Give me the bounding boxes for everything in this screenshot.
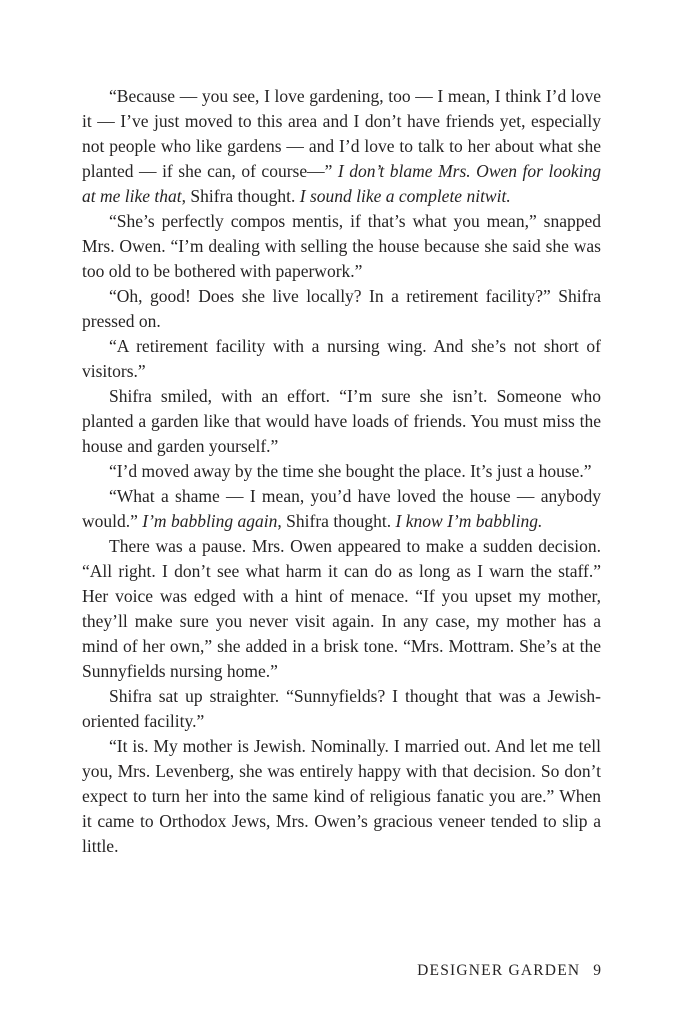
paragraph (82, 334, 601, 384)
page-footer (417, 962, 601, 980)
text-run: “It is. My mother is Jewish. Nominally. I married out. And let me tell you, Mrs. Levenberg, she was entirely happy with that decision. So don’t expect to turn her into the same kind of religious fanatic you are.” When it came to Orthodox Jews, Mrs. Owen’s gracious veneer tended to slip a little. (82, 736, 601, 856)
paragraph (82, 384, 601, 459)
paragraph (82, 684, 601, 734)
text-run: “Because — you see, I love gardening, too — I mean, I think I’d love it — I’ve just moved to this area and I don’t have friends yet, especially not people who like gardens — and I’d love to talk to her about what she planted — if she can, of course—” (82, 86, 601, 181)
text-run: “What a shame — I mean, you’d have loved the house — anybody would.” (82, 486, 601, 531)
page-number: 9 (593, 962, 601, 979)
text-run: “Oh, good! Does she live locally? In a retirement facility?” Shifra pressed on. (82, 286, 601, 331)
paragraph (82, 534, 601, 684)
paragraph (82, 734, 601, 859)
text-run: “A retirement facility with a nursing wing. And she’s not short of visitors.” (82, 336, 601, 381)
italic-text-run: I sound like a complete nitwit. (299, 186, 511, 206)
text-run: There was a pause. Mrs. Owen appeared to make a sudden decision. “All right. I don’t see what harm it can do as long as I warn the staff.” Her voice was edged with a hint of menace. “If you upset my mother, they’ll make sure you never visit again. In any case, my mother has a mind of her own,” she added in a brisk tone. “Mrs. Mottram. She’s at the Sunnyfields nursing home.” (82, 536, 601, 681)
running-title: DESIGNER GARDEN (417, 962, 581, 979)
page-text (82, 84, 601, 859)
text-run: Shifra sat up straighter. “Sunnyfields? I thought that was a Jewish-oriented facility.” (82, 686, 601, 731)
italic-text-run: I’m babbling again (142, 511, 278, 531)
paragraph (82, 284, 601, 334)
paragraph (82, 459, 601, 484)
text-run: , Shifra thought. (277, 511, 396, 531)
text-run: Shifra smiled, with an effort. “I’m sure she isn’t. Someone who planted a garden like that would have loads of friends. You must miss the house and garden yourself.” (82, 386, 601, 456)
paragraph (82, 484, 601, 534)
italic-text-run: I know I’m babbling. (395, 511, 543, 531)
text-run: “I’d moved away by the time she bought the place. It’s just a house.” (109, 461, 592, 481)
text-run: “She’s perfectly compos mentis, if that’s what you mean,” snapped Mrs. Owen. “I’m dealing with selling the house because she said she was too old to be bothered with paperwork.” (82, 211, 601, 281)
text-run: , Shifra thought. (181, 186, 300, 206)
italic-text-run: I don’t blame Mrs. Owen for looking at me like that (82, 161, 601, 206)
paragraph (82, 84, 601, 209)
paragraph (82, 209, 601, 284)
